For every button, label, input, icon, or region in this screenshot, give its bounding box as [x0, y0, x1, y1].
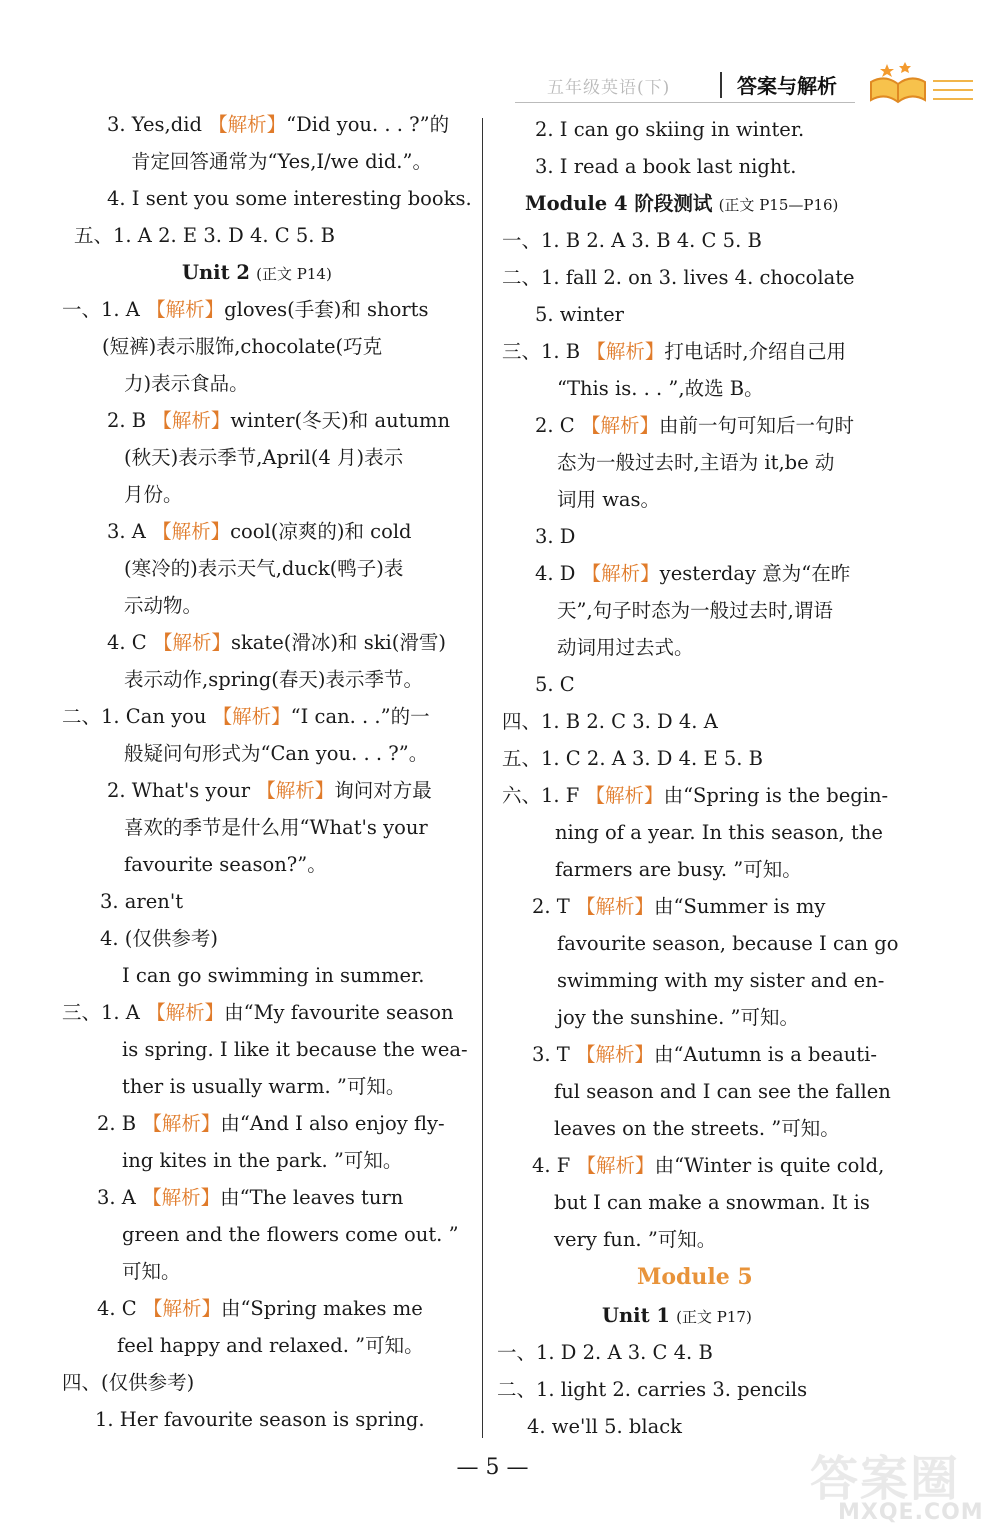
answer-line: 1. Her favourite season is spring. [95, 1408, 425, 1431]
answer-line: 词用 was。 [557, 488, 661, 511]
answer-line: (寒冷的)表示天气,duck(鸭子)表 [124, 557, 404, 580]
answer-line: ning of a year. In this season, the [555, 821, 883, 844]
answer-line: joy the sunshine. ”可知。 [557, 1006, 800, 1029]
answer-line: 3. T 【解析】由“Autumn is a beauti- [532, 1043, 877, 1066]
answer-line: swimming with my sister and en- [557, 969, 885, 992]
answer-line: 二、1. fall 2. on 3. lives 4. chocolate [502, 266, 855, 289]
header-lines [933, 80, 973, 107]
column-divider [482, 118, 483, 1438]
answer-line: 3. D [535, 525, 576, 548]
answer-line: 4. C 【解析】由“Spring makes me [97, 1297, 423, 1320]
header-divider [720, 72, 722, 98]
answer-line: 可知。 [122, 1260, 181, 1283]
answer-line: leaves on the streets. ”可知。 [554, 1117, 840, 1140]
answer-line: 一、1. A 【解析】gloves(手套)和 shorts [62, 298, 429, 321]
module-5-heading: Module 5 [637, 1264, 753, 1290]
answer-line: 一、1. D 2. A 3. C 4. B [497, 1341, 713, 1364]
answer-line: 五、1. A 2. E 3. D 4. C 5. B [74, 224, 336, 247]
answer-line: 天”,句子时态为一般过去时,谓语 [557, 599, 833, 622]
answer-line: 般疑问句形式为“Can you. . . ?”。 [124, 742, 429, 765]
answer-line: 2. B 【解析】winter(冬天)和 autumn [107, 409, 451, 432]
answer-line: ing kites in the park. ”可知。 [122, 1149, 403, 1172]
watermark-top: 答案圈 [810, 1451, 961, 1507]
answer-line: 态为一般过去时,主语为 it,be 动 [557, 451, 835, 474]
answer-line: 5. C [535, 673, 575, 696]
answer-line: feel happy and relaxed. ”可知。 [117, 1334, 424, 1357]
answer-line: 3. I read a book last night. [535, 155, 797, 178]
answer-line: very fun. ”可知。 [554, 1228, 717, 1251]
answer-line: 3. A 【解析】由“The leaves turn [97, 1186, 404, 1209]
answer-line: ther is usually warm. ”可知。 [122, 1075, 406, 1098]
header-title: 答案与解析 [737, 74, 837, 98]
answer-line: 二、1. Can you 【解析】“I can. . .”的一 [62, 705, 430, 728]
answer-line: 3. A 【解析】cool(凉爽的)和 cold [107, 520, 412, 543]
answer-line: 力)表示食品。 [124, 372, 249, 395]
answer-line: 3. aren't [100, 890, 184, 913]
answer-line: 4. D 【解析】yesterday 意为“在昨 [535, 562, 851, 585]
header-subject: 五年级英语(下) [547, 78, 671, 98]
book-icon [865, 60, 931, 106]
unit-heading: Unit 1 (正文 P17) [602, 1304, 752, 1327]
answer-line: favourite season, because I can go [557, 932, 899, 955]
answer-line: but I can make a snowman. It is [554, 1191, 870, 1214]
answer-line: 4. we'll 5. black [527, 1415, 682, 1438]
answer-line: 4. F 【解析】由“Winter is quite cold, [532, 1154, 885, 1177]
answer-line: is spring. I like it because the wea- [122, 1038, 468, 1061]
answer-line: 喜欢的季节是什么用“What's your [124, 816, 428, 839]
answer-line: 肯定回答通常为“Yes,I/we did.”。 [131, 150, 432, 173]
answer-line: 三、1. B 【解析】打电话时,介绍自己用 [502, 340, 847, 363]
answer-line: (秋天)表示季节,April(4 月)表示 [124, 446, 404, 469]
module-heading: Module 4 阶段测试 (正文 P15—P16) [525, 192, 839, 215]
answer-line: 动词用过去式。 [557, 636, 694, 659]
answer-line: 月份。 [124, 483, 183, 506]
answer-line: 四、(仅供参考) [62, 1371, 195, 1394]
answer-line: 2. What's your 【解析】询问对方最 [107, 779, 432, 802]
answer-line: I can go swimming in summer. [122, 964, 425, 987]
unit-heading: Unit 2 (正文 P14) [182, 261, 332, 284]
answer-line: 四、1. B 2. C 3. D 4. A [502, 710, 718, 733]
answer-line: 4. C 【解析】skate(滑冰)和 ski(滑雪) [107, 631, 446, 654]
answer-line: “This is. . . ”,故选 B。 [557, 377, 764, 400]
answer-line: 2. T 【解析】由“Summer is my [532, 895, 826, 918]
answer-line: farmers are busy. ”可知。 [555, 858, 802, 881]
answer-line: 2. C 【解析】由前一句可知后一句时 [535, 414, 854, 437]
answer-line: (短裤)表示服饰,chocolate(巧克 [102, 335, 383, 358]
answer-line: 2. B 【解析】由“And I also enjoy fly- [97, 1112, 445, 1135]
answer-line: 表示动作,spring(春天)表示季节。 [124, 668, 424, 691]
answer-line: favourite season?”。 [124, 853, 327, 876]
page-header [515, 60, 975, 110]
answer-line: 5. winter [535, 303, 624, 326]
header-rule [515, 102, 855, 103]
answer-line: green and the flowers come out. ” [122, 1223, 459, 1246]
answer-line: 三、1. A 【解析】由“My favourite season [62, 1001, 454, 1024]
answer-line: 4. I sent you some interesting books. [107, 187, 472, 210]
answer-line: 示动物。 [124, 594, 203, 617]
watermark-bottom: MXQE.COM [838, 1500, 984, 1525]
watermark-logo [810, 1440, 984, 1530]
answer-line: 五、1. C 2. A 3. D 4. E 5. B [502, 747, 764, 770]
answer-line: 2. I can go skiing in winter. [535, 118, 805, 141]
answer-line: 二、1. light 2. carries 3. pencils [497, 1378, 808, 1401]
answer-line: 一、1. B 2. A 3. B 4. C 5. B [502, 229, 762, 252]
answer-line: 六、1. F 【解析】由“Spring is the begin- [502, 784, 889, 807]
page-number: — 5 — [456, 1455, 529, 1480]
answer-line: ful season and I can see the fallen [554, 1080, 891, 1103]
answer-line: 3. Yes,did 【解析】“Did you. . . ?”的 [107, 113, 450, 136]
answer-line: 4. (仅供参考) [100, 927, 219, 950]
analysis-tag: 【解析】 [208, 113, 287, 136]
